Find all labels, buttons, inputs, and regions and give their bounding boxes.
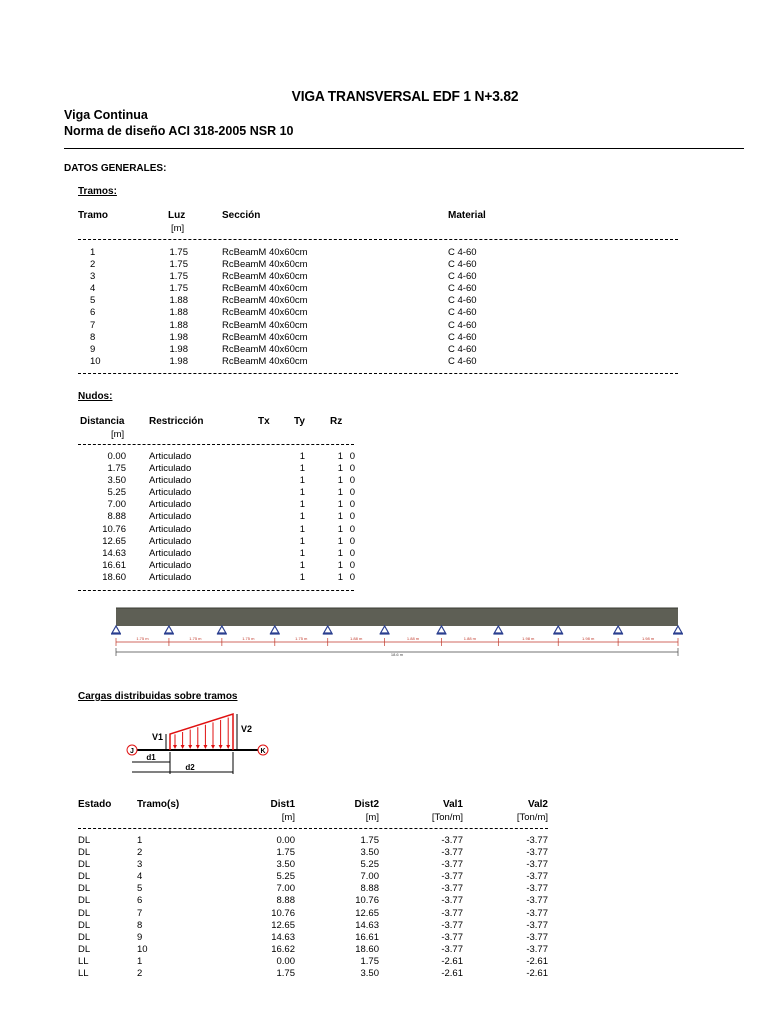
nudo-rz: 0	[349, 547, 355, 559]
load-arrowhead	[219, 745, 223, 749]
tramo-number: 2	[90, 259, 96, 271]
nudo-tx: 1	[299, 499, 305, 511]
carga-tramo: 1	[137, 835, 143, 846]
section-heading-general: DATOS GENERALES:	[64, 163, 167, 174]
tramo-luz: 1.75	[169, 247, 188, 258]
tramos-bottom-rule	[78, 373, 678, 374]
col-seccion: Sección	[222, 210, 261, 221]
nudo-row	[78, 499, 355, 511]
load-arrowhead	[226, 745, 230, 749]
carga-val2: -3.77	[526, 883, 548, 895]
span-length-label: 1.75 m	[295, 636, 308, 641]
nudo-ty: 1	[337, 547, 343, 559]
col-luz-unit: [m]	[171, 223, 185, 234]
tramo-seccion: RcBeamM 40x60cm	[222, 247, 308, 258]
nudo-row	[78, 511, 355, 523]
tramo-row	[78, 247, 548, 259]
tramo-row	[78, 271, 548, 283]
col-dist1: Dist1	[270, 799, 295, 810]
tramo-row	[78, 344, 548, 356]
nudo-tx: 1	[299, 559, 305, 571]
support-icon	[494, 626, 502, 633]
carga-dist1: 5.25	[276, 871, 295, 883]
col-material: Material	[448, 210, 486, 221]
nudo-restriccion: Articulado	[149, 535, 192, 547]
nudo-row	[78, 524, 355, 536]
nudo-tx: 1	[299, 571, 305, 583]
tramo-material: C 4-60	[448, 307, 477, 319]
support-icon	[554, 626, 562, 633]
nudo-tx: 1	[299, 511, 305, 523]
carga-val2: -3.77	[526, 895, 548, 907]
tramo-luz: 1.88	[169, 307, 188, 319]
tramos-heading: Tramos:	[78, 186, 117, 197]
carga-val2: -3.77	[526, 943, 548, 955]
span-length-label: 1.75 m	[242, 636, 255, 641]
carga-dist2: 3.50	[360, 847, 379, 859]
col-distancia-unit: [m]	[111, 429, 125, 440]
d1-label: d1	[146, 753, 156, 762]
carga-dist2: 1.75	[360, 835, 379, 846]
tramo-material: C 4-60	[448, 331, 477, 343]
span-length-label: 1.98 m	[582, 636, 595, 641]
col-tramos: Tramo(s)	[137, 799, 180, 810]
carga-dist2: 12.65	[355, 907, 379, 919]
load-arrowhead	[211, 745, 215, 749]
carga-row	[78, 835, 548, 847]
nudo-restriccion: Articulado	[149, 571, 192, 583]
tramo-number: 6	[90, 307, 96, 319]
nudo-row	[78, 536, 355, 548]
tramo-material: C 4-60	[448, 271, 477, 283]
nudos-top-rule	[78, 444, 354, 445]
tramo-row	[78, 283, 548, 295]
load-arrowhead	[196, 745, 200, 749]
document-title: VIGA TRANSVERSAL EDF 1 N+3.82	[291, 88, 519, 105]
load-schema-diagram	[120, 706, 280, 774]
carga-val1: -3.77	[441, 835, 463, 846]
nudo-restriccion: Articulado	[149, 511, 192, 523]
tramo-number: 7	[90, 319, 96, 331]
nudo-restriccion: Articulado	[149, 475, 192, 487]
carga-row	[78, 944, 548, 956]
carga-dist2: 7.00	[360, 871, 379, 883]
nudo-rz: 0	[349, 523, 355, 535]
beam-diagram	[100, 600, 700, 670]
nudo-row	[78, 475, 355, 487]
tramo-seccion: RcBeamM 40x60cm	[222, 319, 308, 331]
nudo-row	[78, 487, 355, 499]
node-j-label: J	[130, 748, 134, 755]
tramo-number: 9	[90, 343, 96, 355]
nudo-ty: 1	[337, 499, 343, 511]
nudo-restriccion: Articulado	[149, 463, 192, 475]
carga-val2: -3.77	[526, 835, 548, 846]
span-length-label: 1.98 m	[522, 636, 535, 641]
carga-tramo: 1	[137, 955, 143, 967]
carga-estado: DL	[78, 871, 91, 883]
tramo-number: 4	[90, 283, 96, 295]
carga-tramo: 2	[137, 847, 143, 859]
carga-val1: -3.77	[441, 907, 463, 919]
nudo-rz: 0	[349, 559, 355, 571]
col-val1: Val1	[442, 799, 463, 810]
tramo-seccion: RcBeamM 40x60cm	[222, 259, 308, 271]
col-tramo: Tramo	[78, 210, 109, 221]
carga-tramo: 7	[137, 907, 143, 919]
carga-estado: DL	[78, 895, 91, 907]
carga-row	[78, 956, 548, 968]
carga-val1: -3.77	[441, 943, 463, 955]
support-icon	[112, 626, 120, 633]
carga-dist1: 16.62	[271, 943, 295, 955]
nudo-distancia: 12.65	[102, 535, 126, 547]
carga-val1: -3.77	[441, 931, 463, 943]
carga-val2: -3.77	[526, 907, 548, 919]
nudo-distancia: 10.76	[102, 523, 126, 535]
carga-dist1: 8.88	[276, 895, 295, 907]
carga-val1: -2.61	[441, 955, 463, 967]
nudo-tx: 1	[299, 547, 305, 559]
nudos-heading: Nudos:	[78, 391, 113, 402]
tramo-row	[78, 259, 548, 271]
carga-dist1: 14.63	[271, 931, 295, 943]
v2-label: V2	[241, 724, 253, 734]
load-arrowhead	[173, 745, 177, 749]
nudo-row	[78, 451, 355, 463]
carga-estado: DL	[78, 943, 91, 955]
nudo-tx: 1	[299, 475, 305, 487]
col-dist2: Dist2	[354, 799, 379, 810]
carga-row	[78, 859, 548, 871]
nudo-tx: 1	[299, 535, 305, 547]
span-length-label: 1.88 m	[406, 636, 420, 641]
carga-tramo: 8	[137, 919, 143, 931]
carga-estado: DL	[78, 907, 91, 919]
col-val1-unit: [Ton/m]	[431, 812, 463, 823]
tramo-material: C 4-60	[448, 295, 477, 307]
tramo-seccion: RcBeamM 40x60cm	[222, 295, 308, 307]
tramo-luz: 1.98	[169, 343, 188, 355]
carga-dist2: 10.76	[355, 895, 379, 907]
nudo-ty: 1	[337, 475, 343, 487]
tramo-luz: 1.88	[169, 319, 188, 331]
carga-val1: -2.61	[441, 968, 463, 980]
title-divider	[64, 148, 744, 149]
carga-row	[78, 871, 548, 883]
tramo-material: C 4-60	[448, 283, 477, 295]
support-icon	[218, 626, 226, 633]
nudo-tx: 1	[299, 487, 305, 499]
node-k-label: K	[260, 748, 266, 755]
col-dist1-unit: [m]	[281, 812, 295, 823]
nudo-tx: 1	[299, 523, 305, 535]
tramo-row	[78, 332, 548, 344]
nudo-row	[78, 548, 355, 560]
carga-tramo: 10	[137, 943, 148, 955]
nudo-rz: 0	[349, 451, 355, 462]
cargas-top-rule	[78, 828, 548, 829]
tramo-seccion: RcBeamM 40x60cm	[222, 283, 308, 295]
nudo-tx: 1	[299, 451, 305, 462]
tramo-number: 1	[90, 247, 96, 258]
tramo-number: 5	[90, 295, 96, 307]
col-estado: Estado	[78, 799, 112, 810]
carga-val2: -2.61	[526, 955, 548, 967]
tramo-material: C 4-60	[448, 355, 477, 367]
nudo-tx: 1	[299, 463, 305, 475]
nudo-restriccion: Articulado	[149, 451, 192, 462]
carga-dist2: 5.25	[360, 859, 379, 871]
carga-tramo: 4	[137, 871, 143, 883]
support-icon	[437, 626, 445, 633]
carga-val2: -3.77	[526, 859, 548, 871]
carga-val2: -3.77	[526, 871, 548, 883]
carga-dist2: 14.63	[355, 919, 379, 931]
carga-dist1: 0.00	[276, 955, 295, 967]
nudo-row	[78, 560, 355, 572]
carga-estado: DL	[78, 919, 91, 931]
carga-val2: -2.61	[526, 968, 548, 980]
nudo-restriccion: Articulado	[149, 499, 192, 511]
nudo-row	[78, 572, 355, 584]
carga-dist2: 3.50	[360, 968, 379, 980]
nudo-distancia: 5.25	[107, 487, 126, 499]
tramo-material: C 4-60	[448, 319, 477, 331]
carga-val2: -3.77	[526, 919, 548, 931]
tramo-luz: 1.75	[169, 259, 188, 271]
carga-dist1: 10.76	[271, 907, 295, 919]
support-icon	[614, 626, 622, 633]
tramo-luz: 1.75	[169, 283, 188, 295]
tramos-top-rule	[78, 239, 678, 240]
carga-tramo: 5	[137, 883, 143, 895]
tramo-seccion: RcBeamM 40x60cm	[222, 331, 308, 343]
nudo-restriccion: Articulado	[149, 487, 192, 499]
col-distancia: Distancia	[80, 416, 125, 427]
nudo-rz: 0	[349, 571, 355, 583]
nudo-distancia: 1.75	[107, 463, 126, 475]
carga-row	[78, 895, 548, 907]
col-luz: Luz	[168, 210, 186, 221]
nudo-ty: 1	[337, 451, 343, 462]
nudo-distancia: 0.00	[107, 451, 126, 462]
support-icon	[381, 626, 389, 633]
nudos-table	[78, 451, 355, 584]
carga-val1: -3.77	[441, 859, 463, 871]
carga-estado: DL	[78, 859, 91, 871]
support-icon	[165, 626, 173, 633]
span-length-label: 1.98 m	[641, 636, 655, 641]
load-arrowhead	[181, 745, 185, 749]
col-val2-unit: [Ton/m]	[516, 812, 548, 823]
nudo-rz: 0	[349, 511, 355, 523]
col-tx: Tx	[258, 416, 270, 427]
carga-row	[78, 908, 548, 920]
carga-dist1: 0.00	[276, 835, 295, 846]
tramo-seccion: RcBeamM 40x60cm	[222, 307, 308, 319]
nudo-distancia: 14.63	[102, 547, 126, 559]
nudo-distancia: 16.61	[102, 559, 126, 571]
beam-body	[116, 608, 678, 626]
span-length-label: 1.88 m	[350, 636, 363, 641]
carga-dist2: 18.60	[355, 943, 379, 955]
load-arrowhead	[188, 745, 192, 749]
span-length-label: 1.75 m	[189, 636, 202, 641]
v1-label: V1	[152, 732, 164, 742]
carga-val1: -3.77	[441, 847, 463, 859]
tramo-number: 3	[90, 271, 96, 283]
nudo-rz: 0	[349, 475, 355, 487]
nudo-ty: 1	[337, 511, 343, 523]
carga-dist1: 1.75	[276, 968, 295, 980]
col-rz: Rz	[330, 416, 343, 427]
tramo-seccion: RcBeamM 40x60cm	[222, 355, 308, 367]
carga-row	[78, 847, 548, 859]
tramo-material: C 4-60	[448, 247, 477, 258]
carga-estado: DL	[78, 931, 91, 943]
carga-row	[78, 932, 548, 944]
tramo-number: 10	[90, 355, 101, 367]
load-outline	[170, 714, 233, 750]
tramo-row	[78, 295, 548, 307]
carga-dist1: 7.00	[276, 883, 295, 895]
carga-val1: -3.77	[441, 883, 463, 895]
carga-estado: DL	[78, 883, 91, 895]
carga-tramo: 3	[137, 859, 143, 871]
carga-dist2: 8.88	[360, 883, 379, 895]
nudo-restriccion: Articulado	[149, 559, 192, 571]
span-length-label: 1.88 m	[463, 636, 477, 641]
carga-estado: DL	[78, 847, 91, 859]
carga-dist1: 12.65	[271, 919, 295, 931]
load-arrowhead	[203, 745, 207, 749]
support-icon	[324, 626, 332, 633]
nudos-bottom-rule	[78, 590, 354, 591]
cargas-table	[78, 835, 548, 980]
total-length-label: 18.6 m	[390, 652, 404, 657]
tramo-material: C 4-60	[448, 259, 477, 271]
nudo-row	[78, 463, 355, 475]
carga-tramo: 2	[137, 968, 143, 980]
nudo-rz: 0	[349, 535, 355, 547]
tramo-row	[78, 320, 548, 332]
nudo-distancia: 3.50	[107, 475, 126, 487]
support-icon	[271, 626, 279, 633]
span-length-label: 1.75 m	[136, 636, 149, 641]
carga-estado: LL	[78, 955, 89, 967]
tramo-seccion: RcBeamM 40x60cm	[222, 271, 308, 283]
tramo-number: 8	[90, 331, 96, 343]
nudo-restriccion: Articulado	[149, 547, 192, 559]
tramo-row	[78, 307, 548, 319]
col-restriccion: Restricción	[149, 416, 204, 427]
tramo-row	[78, 356, 548, 368]
carga-tramo: 6	[137, 895, 143, 907]
tramo-luz: 1.98	[169, 355, 188, 367]
nudo-distancia: 7.00	[107, 499, 126, 511]
carga-row	[78, 968, 548, 980]
carga-dist2: 16.61	[355, 931, 379, 943]
carga-row	[78, 920, 548, 932]
tramo-luz: 1.98	[169, 331, 188, 343]
tramo-material: C 4-60	[448, 343, 477, 355]
nudo-ty: 1	[337, 571, 343, 583]
nudo-ty: 1	[337, 535, 343, 547]
nudo-distancia: 8.88	[107, 511, 126, 523]
carga-estado: DL	[78, 835, 91, 846]
carga-val1: -3.77	[441, 871, 463, 883]
carga-val2: -3.77	[526, 931, 548, 943]
nudo-ty: 1	[337, 463, 343, 475]
nudo-ty: 1	[337, 559, 343, 571]
carga-tramo: 9	[137, 931, 143, 943]
tramo-luz: 1.88	[169, 295, 188, 307]
nudo-ty: 1	[337, 487, 343, 499]
tramo-luz: 1.75	[169, 271, 188, 283]
nudo-rz: 0	[349, 487, 355, 499]
carga-dist1: 3.50	[276, 859, 295, 871]
carga-dist2: 1.75	[360, 955, 379, 967]
carga-val1: -3.77	[441, 895, 463, 907]
col-val2: Val2	[527, 799, 548, 810]
carga-val1: -3.77	[441, 919, 463, 931]
nudo-restriccion: Articulado	[149, 523, 192, 535]
col-ty: Ty	[294, 416, 305, 427]
nudo-rz: 0	[349, 463, 355, 475]
tramos-table	[78, 247, 548, 368]
nudo-ty: 1	[337, 523, 343, 535]
carga-val2: -3.77	[526, 847, 548, 859]
carga-row	[78, 883, 548, 895]
nudo-rz: 0	[349, 499, 355, 511]
nudo-distancia: 18.60	[102, 571, 126, 583]
cargas-heading: Cargas distribuidas sobre tramos	[78, 691, 238, 702]
beam-type: Viga Continua	[64, 108, 148, 122]
design-code: Norma de diseño ACI 318-2005 NSR 10	[64, 124, 294, 138]
carga-estado: LL	[78, 968, 89, 980]
d2-label: d2	[185, 763, 195, 772]
col-dist2-unit: [m]	[365, 812, 379, 823]
support-icon	[674, 626, 682, 633]
tramo-seccion: RcBeamM 40x60cm	[222, 343, 308, 355]
carga-dist1: 1.75	[276, 847, 295, 859]
